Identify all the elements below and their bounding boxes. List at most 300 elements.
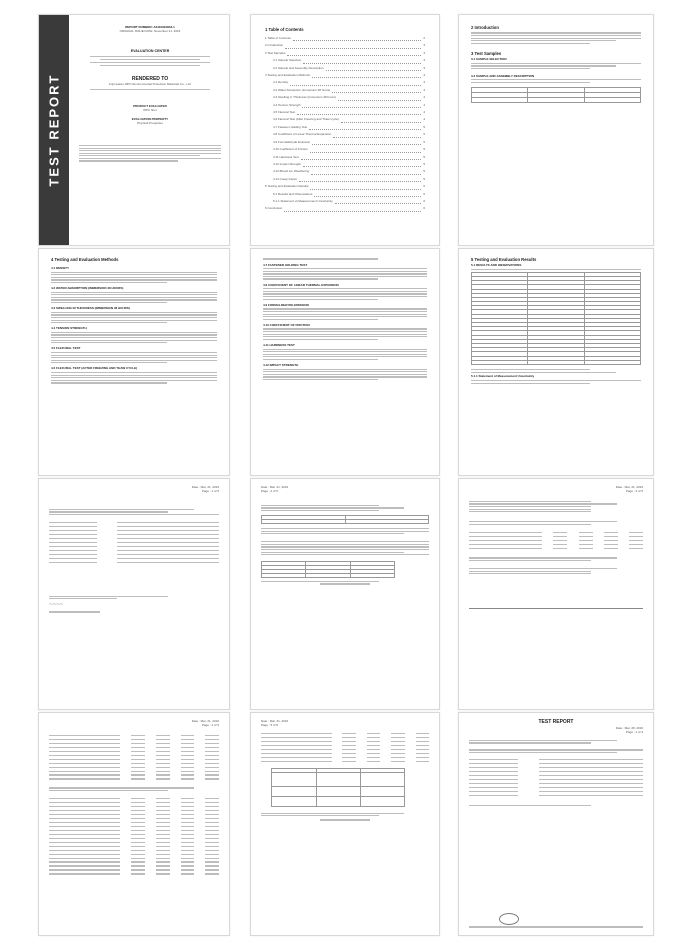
toc-entry-page: 3 <box>423 65 425 70</box>
page-line: Page : 3 of 5 <box>625 489 643 494</box>
toc-entry-page: 5 <box>423 132 425 137</box>
result-cell <box>205 774 219 775</box>
result-cell <box>205 735 219 736</box>
result-cell <box>49 735 120 736</box>
toc-leader <box>333 131 421 137</box>
section-heading: 4.7 FASTENER HOLDING TEST <box>263 262 308 267</box>
toc-entry-page: 5 <box>423 161 425 166</box>
toc-entry-label: 1 Table of Contents <box>265 36 291 40</box>
result-cell <box>391 733 404 734</box>
toc-leader <box>332 87 421 93</box>
result-cell <box>416 757 429 758</box>
field-value <box>539 775 643 776</box>
result-cell <box>391 741 404 742</box>
text-line <box>51 372 217 373</box>
toc-entry-label: 4.4 Tension Strength <box>273 102 301 107</box>
result-cell <box>131 814 145 815</box>
result-cell <box>181 869 195 870</box>
property-label: EVALUATION PROPERTY <box>131 117 169 122</box>
text-line <box>263 291 427 292</box>
toc-entry-label: 4.9 Formaldehyde Emission <box>273 139 311 144</box>
result-cell <box>156 854 170 855</box>
intro-page <box>458 14 654 246</box>
result-cell <box>49 854 120 855</box>
toc-entry <box>265 50 425 57</box>
result-cell <box>629 544 643 545</box>
result-cell <box>156 810 170 811</box>
result-cell <box>416 741 429 742</box>
result-cell <box>131 767 145 768</box>
result-cell <box>49 850 120 851</box>
pah-rows-cont <box>261 731 429 763</box>
result-cell <box>49 767 120 768</box>
result-cell <box>156 850 170 851</box>
field-label <box>469 779 518 780</box>
toc-entry <box>265 161 425 168</box>
result-cell <box>131 759 145 760</box>
result-cell <box>205 826 219 827</box>
side-label: TEST REPORT <box>46 73 62 187</box>
text-line <box>51 299 217 300</box>
result-cell <box>391 737 404 738</box>
heavy-metal-rows <box>469 530 643 550</box>
field-label <box>49 546 97 547</box>
result-cell <box>181 861 195 862</box>
result-cell <box>181 873 195 874</box>
result-cell <box>131 747 145 748</box>
toc-leader <box>297 109 421 115</box>
text-line <box>51 274 217 275</box>
toc-entry-label: 3.1 Sample Selection <box>273 58 302 63</box>
result-cell <box>367 761 380 762</box>
result-cell <box>181 802 195 803</box>
result-cell <box>367 737 380 738</box>
result-cell <box>49 846 120 847</box>
result-cell <box>49 774 120 775</box>
result-cell <box>205 771 219 772</box>
result-cell <box>205 822 219 823</box>
text-line <box>263 271 427 272</box>
result-cell <box>205 834 219 835</box>
text-line <box>263 299 378 300</box>
field-value <box>117 534 219 535</box>
field-value <box>117 554 219 555</box>
toc-entry-page: 4 <box>423 95 425 100</box>
result-cell <box>181 826 195 827</box>
text-line <box>51 360 217 361</box>
date-line: Date : Mar. 21, 2016 <box>615 485 643 489</box>
result-cell <box>156 739 170 740</box>
result-cell <box>205 767 219 768</box>
spec-table <box>261 515 429 524</box>
result-cell <box>604 536 618 537</box>
result-cell <box>205 861 219 862</box>
text-line <box>51 362 167 363</box>
result-cell <box>131 778 145 779</box>
text-line <box>263 379 378 380</box>
result-cell <box>181 814 195 815</box>
text-line <box>263 268 427 269</box>
result-cell <box>156 838 170 839</box>
result-cell <box>181 842 195 843</box>
result-cell <box>131 774 145 775</box>
text-line <box>51 340 217 341</box>
result-cell <box>205 838 219 839</box>
result-cell <box>469 532 542 533</box>
result-cell <box>205 854 219 855</box>
sample-table <box>471 87 641 103</box>
result-cell <box>181 755 195 756</box>
lab-report-page-4 <box>38 712 230 936</box>
text-line <box>51 302 167 303</box>
result-cell <box>49 755 120 756</box>
text-line <box>263 359 378 360</box>
toc-leader <box>338 94 421 100</box>
field-value <box>539 795 643 796</box>
toc-entry-page: 5 <box>423 139 425 144</box>
result-cell <box>579 540 593 541</box>
toc-entry-label: 4.11 Hardness Test <box>273 154 299 159</box>
result-cell <box>49 842 120 843</box>
date-line: Date : Mar. 21, 2016 <box>261 719 289 723</box>
section-heading: 4.1 DENSITY <box>51 266 70 270</box>
toc-entry <box>265 35 425 42</box>
field-value <box>539 767 643 768</box>
field-value <box>117 522 219 523</box>
result-cell <box>181 865 195 866</box>
toc-entry <box>265 205 425 212</box>
field-label <box>49 562 97 563</box>
toc-entry-label: 2 Introduction <box>265 43 284 48</box>
result-cell <box>131 822 145 823</box>
result-cell <box>181 838 195 839</box>
toc-leader <box>290 79 421 85</box>
result-cell <box>156 751 170 752</box>
result-cell <box>205 743 219 744</box>
text-line <box>263 278 378 279</box>
toc-entry-label: 6 Conclusion <box>265 206 283 211</box>
page-line: Page : 4 of 5 <box>201 723 219 728</box>
methods-cont-page <box>250 248 440 476</box>
field-value <box>117 538 219 539</box>
result-cell <box>131 830 145 831</box>
text-line <box>263 336 427 337</box>
toc-entry-page: 6 <box>423 191 425 196</box>
text-line <box>263 308 427 309</box>
result-cell <box>49 798 120 799</box>
result-cell <box>181 778 195 779</box>
result-cell <box>156 774 170 775</box>
result-cell <box>131 735 145 736</box>
toc-page <box>250 14 440 246</box>
result-cell <box>131 806 145 807</box>
rendered-to: RENDERED TO <box>131 76 169 83</box>
field-value <box>539 759 643 760</box>
toc-leader <box>341 116 421 122</box>
result-cell <box>181 767 195 768</box>
toc-entry-page: 5 <box>423 169 425 174</box>
result-cell <box>553 544 567 545</box>
field-label <box>49 554 97 555</box>
toc-leader <box>287 50 421 56</box>
field-value <box>539 783 643 784</box>
toc-entry-page: 5 <box>423 124 425 129</box>
text-line <box>263 349 427 350</box>
toc-leader <box>302 102 421 108</box>
pah-rows <box>49 797 219 876</box>
toc-entry <box>265 183 425 190</box>
toc-entry-label: 4.7 Fastener Holding Test <box>273 124 308 129</box>
result-cell <box>181 822 195 823</box>
description-heading: 3.2 SAMPLE AND ASSEMBLY DESCRIPTION <box>471 73 535 78</box>
toc-entry <box>265 168 425 175</box>
result-cell <box>131 873 145 874</box>
toc-entry-label: 4.5 Flexural Test <box>273 110 295 115</box>
result-cell <box>156 814 170 815</box>
text-line <box>263 369 427 370</box>
result-cell <box>416 737 429 738</box>
text-line <box>51 342 167 343</box>
result-cell <box>205 814 219 815</box>
toc-entry <box>265 116 425 123</box>
text-line <box>263 356 427 357</box>
result-cell <box>156 822 170 823</box>
toc-entry <box>265 94 425 101</box>
result-cell <box>181 846 195 847</box>
result-cell <box>49 818 120 819</box>
result-cell <box>367 757 380 758</box>
text-line <box>263 354 427 355</box>
toc-entry-page: 5 <box>423 147 425 152</box>
result-cell <box>205 759 219 760</box>
result-cell <box>49 751 120 752</box>
result-cell <box>261 761 332 762</box>
sample-fields <box>49 521 219 565</box>
result-cell <box>205 806 219 807</box>
result-cell <box>205 798 219 799</box>
result-cell <box>181 759 195 760</box>
result-cell <box>49 778 120 779</box>
toc-leader <box>335 198 422 204</box>
result-cell <box>261 745 332 746</box>
field-value <box>117 558 219 559</box>
result-cell <box>469 536 542 537</box>
sample-fields <box>469 758 643 798</box>
result-cell <box>131 869 145 870</box>
sgs-logo <box>499 913 519 925</box>
result-cell <box>579 532 593 533</box>
result-cell <box>469 548 542 549</box>
results-sub: 5.1 RESULTS AND OBSERVATIONS <box>471 263 522 267</box>
section-heading: 4.11 HARDNESS TEST <box>263 342 295 347</box>
toc-entry <box>265 176 425 183</box>
result-cell <box>156 755 170 756</box>
date-line: Date : Mar. 21, 2016 <box>261 485 289 489</box>
result-cell <box>156 759 170 760</box>
result-cell <box>416 753 429 754</box>
limit-table <box>271 768 405 807</box>
result-cell <box>131 850 145 851</box>
result-cell <box>205 739 219 740</box>
result-cell <box>156 842 170 843</box>
result-cell <box>629 540 643 541</box>
text-line <box>51 377 217 378</box>
result-cell <box>342 749 355 750</box>
result-cell <box>49 873 120 874</box>
text-line <box>263 351 427 352</box>
toc-leader <box>326 65 422 71</box>
result-cell <box>553 536 567 537</box>
toc-entry-page: 6 <box>423 198 425 203</box>
result-cell <box>131 858 145 859</box>
field-label <box>469 767 518 768</box>
result-cell <box>131 739 145 740</box>
field-value <box>117 530 219 531</box>
toc-entry-page: 4 <box>423 117 425 122</box>
result-cell <box>367 741 380 742</box>
result-cell <box>156 798 170 799</box>
field-value <box>539 787 643 788</box>
result-cell <box>416 761 429 762</box>
toc-entry-label: 4.3 Swelling in Thickness (Immersion 48 hours) <box>273 95 336 100</box>
section-heading: 4.12 IMPACT STRENGTH <box>263 363 299 368</box>
result-cell <box>49 830 120 831</box>
field-label <box>469 783 518 784</box>
result-cell <box>205 830 219 831</box>
result-cell <box>131 798 145 799</box>
result-cell <box>156 869 170 870</box>
text-line <box>51 282 167 283</box>
result-cell <box>416 733 429 734</box>
result-cell <box>181 763 195 764</box>
results-grid <box>261 561 395 578</box>
result-cell <box>342 745 355 746</box>
result-cell <box>391 761 404 762</box>
page-line: Page : 1 of 4 <box>625 730 643 735</box>
toc-entry-page: 4 <box>423 110 425 115</box>
result-cell <box>391 757 404 758</box>
field-label <box>469 787 518 788</box>
result-cell <box>205 858 219 859</box>
result-cell <box>261 741 332 742</box>
result-cell <box>579 548 593 549</box>
text-line <box>263 334 427 335</box>
toc-leader <box>311 168 421 174</box>
toc-entry-label: 4.1 Density <box>273 80 289 85</box>
field-label <box>469 771 518 772</box>
result-cell <box>342 753 355 754</box>
result-cell <box>49 743 120 744</box>
methods-cont-body <box>263 263 427 381</box>
toc-leader <box>310 146 422 152</box>
toc-leader <box>303 57 421 63</box>
section-heading: 4.4 TENSION STRENGTH <box>51 326 87 331</box>
text-line <box>51 352 217 353</box>
field-label <box>49 550 97 551</box>
text-line <box>51 355 217 356</box>
date-line: Date : Mar. 21, 2016 <box>191 485 219 489</box>
toc-entry <box>265 191 425 198</box>
text-line <box>51 314 217 315</box>
result-cell <box>49 834 120 835</box>
methods-page <box>38 248 230 476</box>
text-line <box>51 322 167 323</box>
field-value <box>117 542 219 543</box>
field-value <box>539 771 643 772</box>
toc-leader <box>285 42 421 48</box>
result-cell <box>416 749 429 750</box>
result-cell <box>205 763 219 764</box>
result-cell <box>181 810 195 811</box>
result-cell <box>156 767 170 768</box>
toc-entry-page: 6 <box>423 184 425 189</box>
result-cell <box>367 745 380 746</box>
toc-entry-page: 4 <box>423 73 425 78</box>
result-cell <box>181 774 195 775</box>
result-cell <box>49 810 120 811</box>
result-cell <box>181 739 195 740</box>
result-cell <box>181 806 195 807</box>
toc-entry <box>265 87 425 94</box>
product-label: PRODUCT EVALUATED <box>133 103 167 108</box>
page-line: Page : 5 of 5 <box>261 723 279 728</box>
text-line <box>51 277 217 278</box>
result-cell <box>469 544 542 545</box>
text-line <box>51 272 217 273</box>
toc-entry-label: 4.10 Coefficient of Friction <box>273 147 308 152</box>
toc-leader <box>310 183 421 189</box>
result-cell <box>156 865 170 866</box>
result-cell <box>156 826 170 827</box>
toc-leader <box>284 205 421 211</box>
result-cell <box>131 810 145 811</box>
toc-entry-label: 5 Testing and Evaluation Results <box>265 184 309 189</box>
result-cell <box>156 830 170 831</box>
text-line <box>263 314 427 315</box>
result-cell <box>131 818 145 819</box>
result-cell <box>181 751 195 752</box>
client-name: Anji Huaxiu WPC Environmental Protection Materials Co., Ltd. <box>108 82 192 87</box>
results-cell <box>472 360 528 364</box>
result-cell <box>553 540 567 541</box>
result-cell <box>131 751 145 752</box>
result-cell <box>156 834 170 835</box>
text-line <box>51 317 217 318</box>
result-cell <box>181 858 195 859</box>
result-cell <box>156 771 170 772</box>
toc-leader <box>301 154 422 160</box>
result-cell <box>391 749 404 750</box>
toc-entry <box>265 72 425 79</box>
lab-report-page-2 <box>250 478 440 710</box>
text-line <box>51 292 217 293</box>
result-cell <box>367 749 380 750</box>
result-cell <box>49 861 120 862</box>
result-cell <box>131 854 145 855</box>
result-cell <box>49 806 120 807</box>
result-cell <box>156 747 170 748</box>
result-cell <box>49 838 120 839</box>
text-line <box>51 382 167 383</box>
result-cell <box>156 743 170 744</box>
result-cell <box>181 830 195 831</box>
toc-entry <box>265 79 425 86</box>
field-label <box>49 530 97 531</box>
field-value <box>539 779 643 780</box>
text-line <box>51 380 217 381</box>
toc-entry-label: 4.14 Creep Factor <box>273 176 298 181</box>
result-cell <box>181 771 195 772</box>
